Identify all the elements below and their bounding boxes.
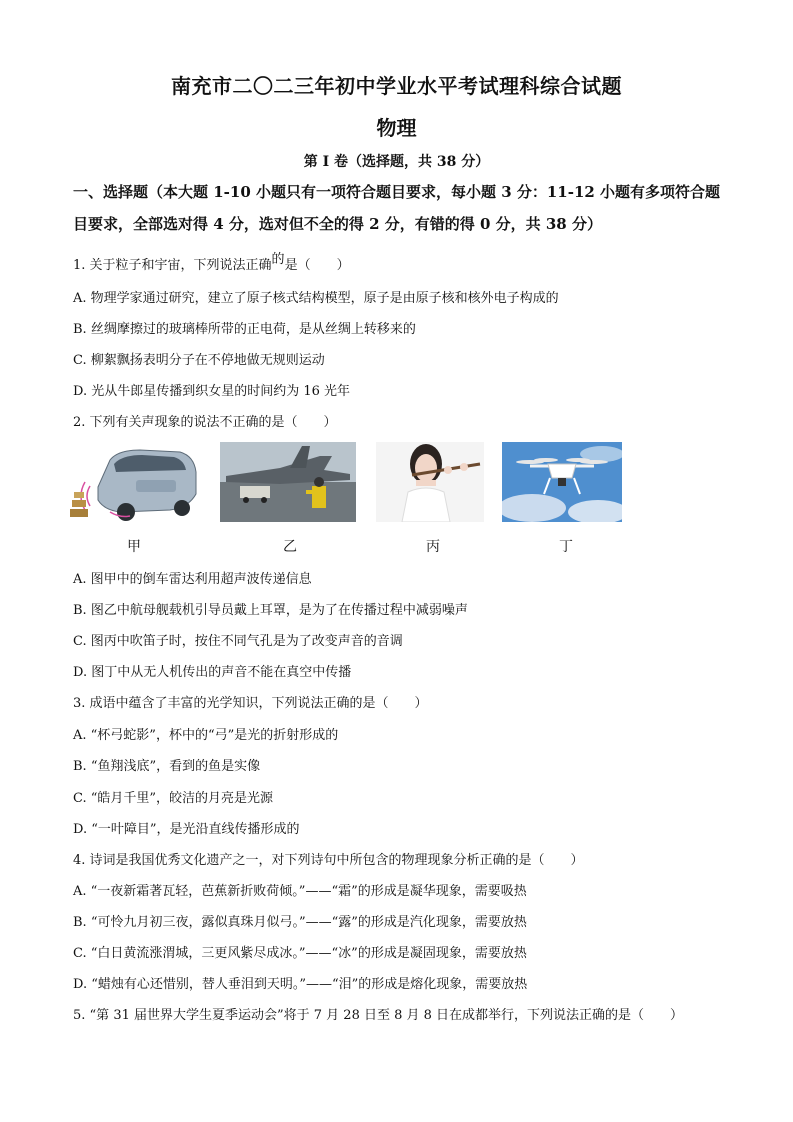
question-4-option-c: C. “白日黄流涨渭城，三更风紫尽成冰。”——“冰”的形成是凝固现象，需要放热 [73,946,527,961]
question-1-stem: 1. 关于粒子和宇宙，下列说法正确的是（ ） [73,252,350,273]
question-2-option-d: D. 图丁中从无人机传出的声音不能在真空中传播 [73,665,352,680]
subject-heading: 物理 [376,116,417,140]
question-3-option-c: C. “皓月千里”，皎洁的月亮是光源 [73,791,274,806]
figure-bing-flute-player-image [376,442,484,522]
section-instructions: 一、选择题（本大题 1-10 小题只有一项符合题目要求，每小题 3 分：11-12 小题有多项符合题目要求，全部选对得 4 分，选对但不全的得 2 分，有错的得 0 分，共 38 分） [73,183,721,233]
figure-caption-ding: 丁 [559,539,573,555]
question-3-option-a: A. “杯弓蛇影”，杯中的“弓”是光的折射形成的 [73,728,339,743]
question-4-option-a: A. “一夜新霜著瓦轻，芭蕉新折败荷倾。”——“霜”的形成是凝华现象，需要吸热 [73,884,527,899]
figure-caption-bing: 丙 [426,539,440,555]
page-title: 南充市二〇二三年初中学业水平考试理科综合试题 [171,74,622,98]
question-2-stem: 2. 下列有关声现象的说法不正确的是（ ） [73,415,337,430]
figure-jia-car-radar-image [70,442,200,522]
question-4-option-d: D. “蜡烛有心还惜别，替人垂泪到天明。”——“泪”的形成是熔化现象，需要放热 [73,977,528,992]
figure-ding-drone-image [502,442,622,522]
question-5-stem: 5. “第 31 届世界大学生夏季运动会”将于 7 月 28 日至 8 月 8 日在成都举行，下列说法正确的是（ ） [73,1008,684,1023]
question-1-option-d: D. 光从牛郎星传播到织女星的时间约为 16 光年 [73,384,351,399]
question-1-option-a: A. 物理学家通过研究，建立了原子核式结构模型，原子是由原子核和核外电子构成的 [73,291,559,306]
question-1-option-c: C. 柳絮飘扬表明分子在不停地做无规则运动 [73,353,325,368]
figure-caption-yi: 乙 [283,539,297,555]
figure-yi-carrier-jet-image [220,442,356,522]
question-1-option-b: B. 丝绸摩擦过的玻璃棒所带的正电荷，是从丝绸上转移来的 [73,322,416,337]
question-3-option-b: B. “鱼翔浅底”，看到的鱼是实像 [73,759,261,774]
question-4-option-b: B. “可怜九月初三夜，露似真珠月似弓。”——“露”的形成是汽化现象，需要放热 [73,915,527,930]
figure-caption-jia: 甲 [127,539,141,555]
question-2-figures [0,442,793,532]
volume-heading: 第 I 卷（选择题，共 38 分） [303,154,490,170]
question-3-stem: 3. 成语中蕴含了丰富的光学知识，下列说法正确的是（ ） [73,696,428,711]
question-2-option-a: A. 图甲中的倒车雷达利用超声波传递信息 [73,572,312,587]
question-4-stem: 4. 诗词是我国优秀文化遗产之一，对下列诗句中所包含的物理现象分析正确的是（ ） [73,853,584,868]
question-2-option-b: B. 图乙中航母舰载机引导员戴上耳罩，是为了在传播过程中减弱噪声 [73,603,468,618]
question-3-option-d: D. “一叶障目”，是光沿直线传播形成的 [73,822,300,837]
question-2-option-c: C. 图丙中吹笛子时，按住不同气孔是为了改变声音的音调 [73,634,403,649]
